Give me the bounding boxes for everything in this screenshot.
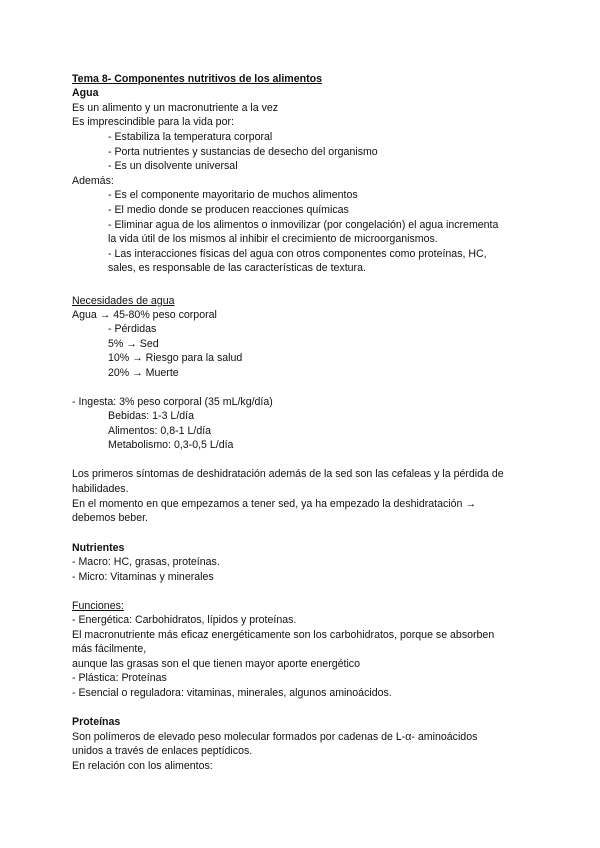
list-item: - Energética: Carbohidratos, lípidos y proteínas. (72, 614, 297, 626)
section-heading-agua: Agua (72, 87, 99, 99)
paragraph: En relación con los alimentos: (72, 760, 213, 772)
paragraph: En el momento en que empezamos a tener sed, ya ha empezado la deshidratación → (72, 498, 476, 510)
list-item: - Es un disolvente universal (108, 160, 238, 172)
paragraph: Son polímeros de elevado peso molecular formados por cadenas de L-α- aminoácidos (72, 731, 478, 743)
paragraph: aunque las grasas son el que tienen mayor aporte energético (72, 658, 360, 670)
paragraph: El macronutriente más eficaz energéticamente son los carbohidratos, porque se absorben (72, 629, 495, 641)
list-item: - Macro: HC, grasas, proteínas. (72, 556, 220, 568)
paragraph: debemos beber. (72, 512, 148, 524)
list-item: - Las interacciones físicas del agua con otros componentes como proteínas, HC, (108, 248, 487, 260)
list-item: - Esencial o reguladora: vitaminas, minerales, algunos aminoácidos. (72, 687, 392, 699)
list-item: - Es el componente mayoritario de muchos alimentos (108, 189, 358, 201)
list-item: - Eliminar agua de los alimentos o inmovilizar (por congelación) el agua incrementa (108, 219, 499, 231)
section-heading-necesidades: Necesidades de agua (72, 295, 175, 307)
document-title: Tema 8- Componentes nutritivos de los alimentos (72, 73, 322, 85)
paragraph: unidos a través de enlaces peptídicos. (72, 745, 253, 757)
paragraph: Es un alimento y un macronutriente a la vez (72, 102, 279, 114)
section-heading-funciones: Funciones: (72, 600, 124, 612)
paragraph: Los primeros síntomas de deshidratación además de la sed son las cefaleas y la pérdida de (72, 468, 504, 480)
list-item: - El medio donde se producen reacciones químicas (108, 204, 349, 216)
list-item: - Plástica: Proteínas (72, 672, 167, 684)
list-item: Bebidas: 1-3 L/día (108, 410, 194, 422)
paragraph: Agua → 45-80% peso corporal (72, 309, 217, 321)
list-item: la vida útil de los mismos al inhibir el crecimiento de microorganismos. (108, 233, 438, 245)
list-item: 20% → Muerte (108, 367, 179, 379)
section-heading-proteinas: Proteínas (72, 716, 121, 728)
paragraph: Además: (72, 175, 114, 187)
list-item: Alimentos: 0,8-1 L/día (108, 425, 212, 437)
list-item: - Estabiliza la temperatura corporal (108, 131, 273, 143)
paragraph: - Ingesta: 3% peso corporal (35 mL/kg/día) (72, 396, 273, 408)
list-item: - Pérdidas (108, 323, 157, 335)
list-item: sales, es responsable de las características de textura. (108, 262, 366, 274)
paragraph: más fácilmente, (72, 643, 147, 655)
paragraph: Es imprescindible para la vida por: (72, 116, 234, 128)
list-item: - Micro: Vitaminas y minerales (72, 571, 214, 583)
list-item: Metabolismo: 0,3-0,5 L/día (108, 439, 234, 451)
paragraph: habilidades. (72, 483, 129, 495)
list-item: 5% → Sed (108, 338, 159, 350)
list-item: - Porta nutrientes y sustancias de desecho del organismo (108, 146, 378, 158)
section-heading-nutrientes: Nutrientes (72, 542, 125, 554)
list-item: 10% → Riesgo para la salud (108, 352, 243, 364)
